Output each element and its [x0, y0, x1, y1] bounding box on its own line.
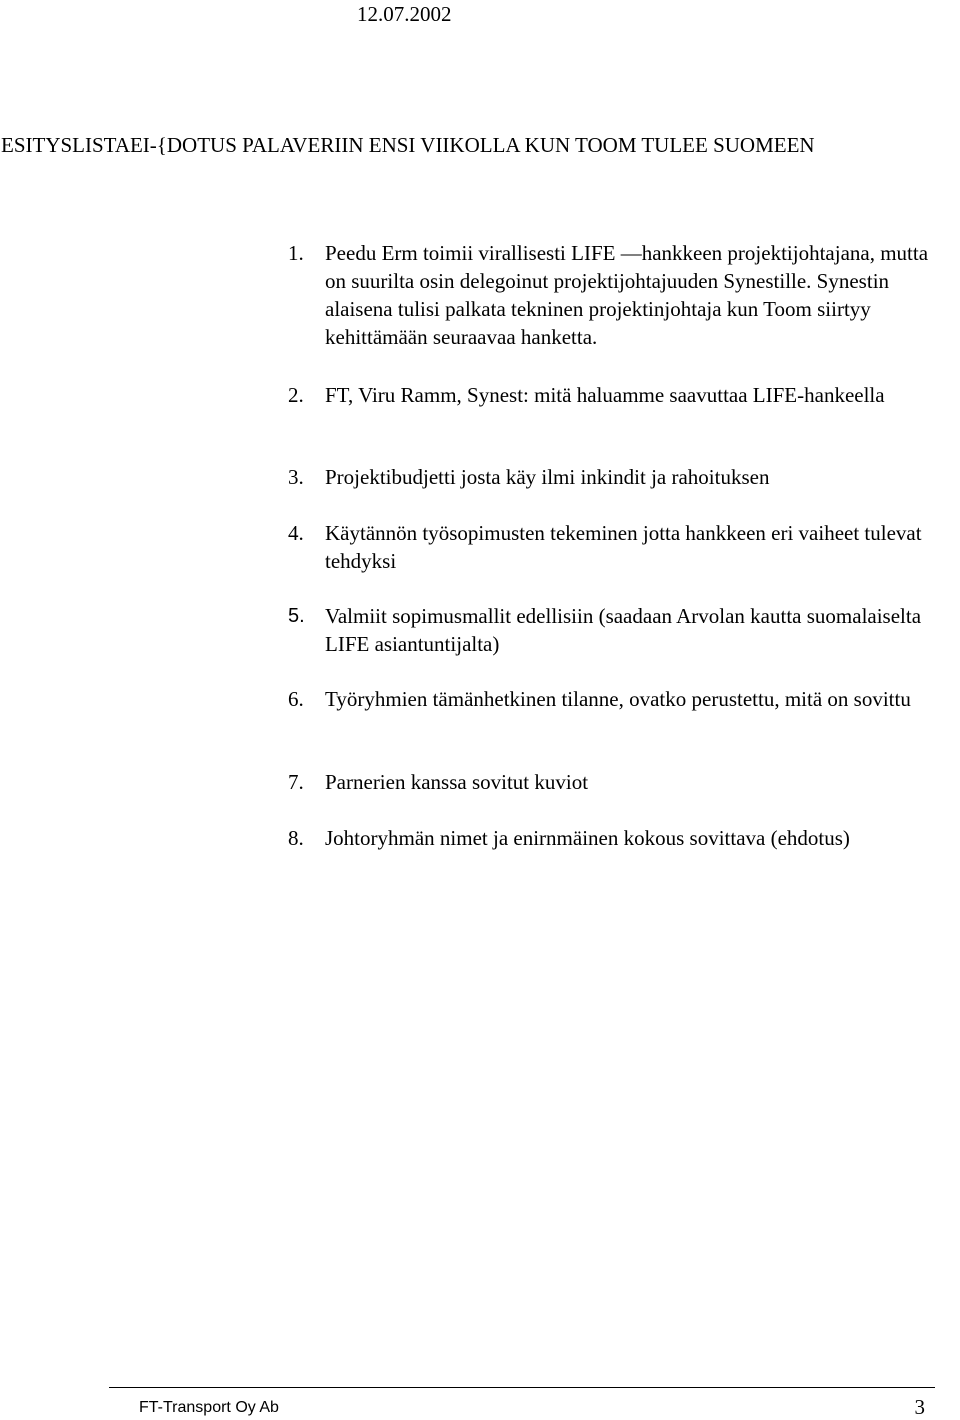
agenda-item-5 [288, 602, 938, 658]
agenda-item-number: 5. [288, 605, 305, 627]
agenda-item-text: Projektibudjetti josta käy ilmi inkindit ja rahoituksen [325, 465, 770, 489]
agenda-item-text: Parnerien kanssa sovitut kuviot [325, 770, 589, 794]
agenda-item-text: Valmiit sopimusmallit edellisiin (saadaan Arvolan kautta suomalaiselta LIFE asiantuntijalta) [325, 604, 922, 656]
page-footer [109, 1387, 935, 1420]
document-title: ESITYSLISTAEI-{DOTUS PALAVERIIN ENSI VIIKOLLA KUN TOOM TULEE SUOMEEN [1, 133, 815, 157]
agenda-item-text: Työryhmien tämänhetkinen tilanne, ovatko perustettu, mitä on sovittu [325, 687, 911, 711]
agenda-item-7 [288, 768, 938, 796]
agenda-item-3 [288, 463, 938, 491]
agenda-item-6 [288, 685, 938, 713]
footer-page-number: 3 [914, 1395, 925, 1419]
agenda-item-number: 8. [288, 826, 304, 850]
agenda-item-number: 4. [288, 521, 304, 545]
agenda-item-text: FT, Viru Ramm, Synest: mitä haluamme saavuttaa LIFE-hankeella [325, 383, 885, 407]
agenda-item-1 [288, 239, 938, 351]
agenda-item-number: 1. [288, 241, 304, 265]
agenda-item-number: 2. [288, 383, 304, 407]
agenda-item-2 [288, 381, 938, 409]
agenda-item-4 [288, 519, 938, 575]
agenda-item-number: 7. [288, 770, 304, 794]
agenda-item-number: 6. [288, 687, 304, 711]
agenda-item-text: Käytännön työsopimusten tekeminen jotta hankkeen eri vaiheet tulevat tehdyksi [325, 521, 922, 573]
footer-company-name: FT-Transport Oy Ab [139, 1399, 279, 1416]
agenda-item-text: Johtoryhmän nimet ja enirnmäinen kokous sovittava (ehdotus) [325, 826, 850, 850]
document-date: 12.07.2002 [357, 2, 452, 26]
agenda-item-text: Peedu Erm toimii virallisesti LIFE —hankkeen projektijohtajana, mutta on suurilta osin delegoinut projektijohtajuuden Synestille. Synestin alaisena tulisi palkata tekninen projektinjohtaja kun Toom siirtyy kehittämään seuraavaa hanketta. [325, 241, 929, 349]
agenda-item-8 [288, 824, 938, 852]
agenda-item-number: 3. [288, 465, 304, 489]
